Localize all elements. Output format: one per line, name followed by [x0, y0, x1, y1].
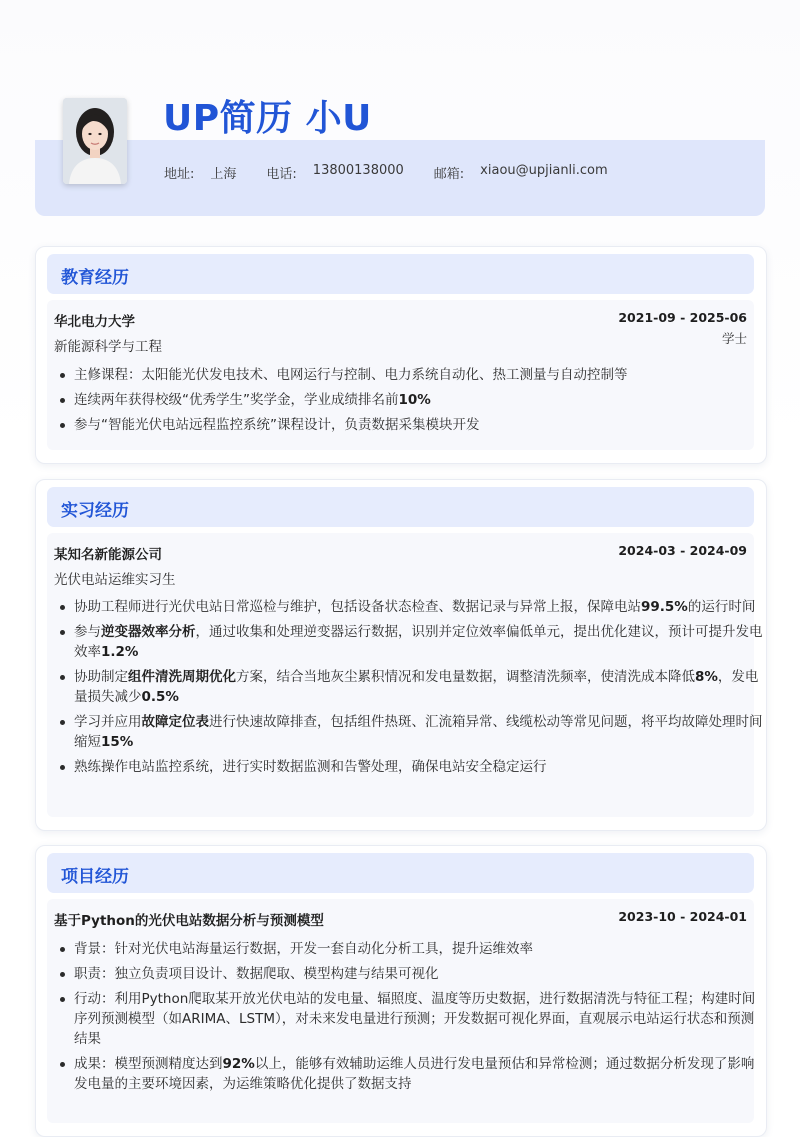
list-item: 熟练操作电站监控系统，进行实时数据监测和告警处理，确保电站安全稳定运行 — [74, 757, 764, 777]
project-title: 项目经历 — [61, 867, 129, 887]
contact-address — [164, 163, 236, 182]
list-item: 背景：针对光伏电站海量运行数据，开发一套自动化分析工具，提升运维效率 — [74, 939, 764, 959]
resume-header — [35, 70, 765, 216]
avatar-portrait-icon — [63, 98, 127, 184]
list-item: 参与逆变器效率分析，通过收集和处理逆变器运行数据，识别并定位效率偏低单元，提出优化建议，预计可提升发电效率1.2% — [74, 624, 763, 660]
project-bullets — [54, 939, 764, 1099]
list-item: 行动：利用Python爬取某开放光伏电站的发电量、辐照度、温度等历史数据，进行数据清洗与特征工程；构建时间序列预测模型（如ARIMA、LSTM），对未来发电量进行预测；开发数据可视化界面，直观展示电站运行状态和预测结果 — [74, 989, 764, 1049]
contact-email — [434, 163, 608, 182]
education-section — [35, 246, 767, 464]
list-item: 学习并应用故障定位表进行快速故障排查，包括组件热斑、汇流箱异常、线缆松动等常见问题，将平均故障处理时间缩短15% — [74, 714, 763, 750]
company-name: 某知名新能源公司 — [54, 547, 162, 563]
candidate-name: UP简历 小U — [163, 98, 372, 139]
address-label: 地址: — [164, 167, 195, 182]
project-date: 2023-10 - 2024-01 — [618, 909, 747, 924]
internship-title-bar — [47, 487, 754, 527]
list-item: 主修课程：太阳能光伏发电技术、电网运行与控制、电力系统自动化、热工测量与自动控制等 — [74, 365, 764, 385]
education-major: 新能源科学与工程 — [54, 339, 162, 355]
education-degree: 学士 — [721, 331, 747, 346]
list-item: 职责：独立负责项目设计、数据爬取、模型构建与结果可视化 — [74, 964, 764, 984]
list-item: 协助制定组件清洗周期优化方案，结合当地灰尘累积情况和发电量数据，调整清洗频率，使清洗成本降低8%，发电量损失减少0.5% — [74, 667, 764, 707]
education-title-bar — [47, 254, 754, 294]
email-label: 邮箱: — [433, 167, 465, 182]
project-name: 基于Python的光伏电站数据分析与预测模型 — [54, 913, 324, 929]
internship-date: 2024-03 - 2024-09 — [618, 543, 747, 558]
avatar — [63, 98, 127, 184]
phone-label: 电话: — [266, 167, 297, 182]
education-title: 教育经历 — [61, 268, 129, 288]
school-name: 华北电力大学 — [54, 314, 135, 330]
contact-info — [164, 163, 638, 182]
list-item: 参与“智能光伏电站远程监控系统”课程设计，负责数据采集模块开发 — [74, 415, 764, 435]
list-item: 成果：模型预测精度达到92%以上，能够有效辅助运维人员进行发电量预估和异常检测；通过数据分析发现了影响发电量的主要环境因素，为运维策略优化提供了数据支持 — [74, 1054, 764, 1094]
internship-role: 光伏电站运维实习生 — [54, 572, 176, 588]
email-value: xiaou@upjianli.com — [480, 163, 608, 178]
education-bullets — [54, 365, 764, 440]
list-item: 连续两年获得校级“优秀学生”奖学金，学业成绩排名前10% — [74, 390, 764, 410]
internship-bullets — [54, 597, 764, 782]
list-item: 协助工程师进行光伏电站日常巡检与维护，包括设备状态检查、数据记录与异常上报，保障电站99.5%的运行时间 — [74, 597, 764, 617]
internship-entry — [47, 533, 763, 817]
education-date: 2021-09 - 2025-06 — [618, 310, 747, 325]
phone-value: 13800138000 — [312, 163, 404, 178]
address-value: 上海 — [210, 167, 237, 182]
internship-section — [35, 479, 767, 831]
internship-title: 实习经历 — [61, 501, 129, 521]
project-title-bar — [47, 853, 754, 893]
project-entry — [47, 899, 754, 1123]
contact-phone — [266, 163, 403, 182]
education-entry — [47, 300, 754, 450]
project-section — [35, 845, 767, 1137]
